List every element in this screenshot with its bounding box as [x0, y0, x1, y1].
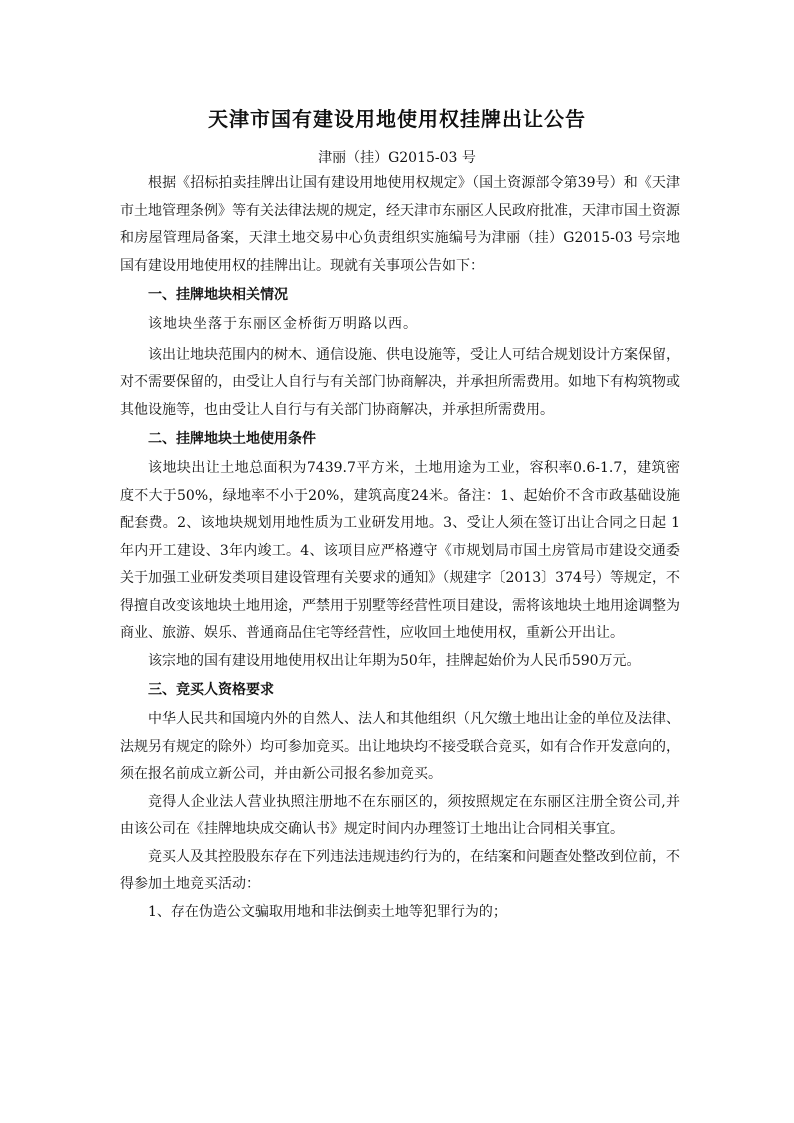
document-body [120, 170, 680, 926]
section-2-paragraph-1: 该地块出让土地总面积为7439.7平方米，土地用途为工业，容积率0.6-1.7，建筑密度不大于50%，绿地率不小于20%，建筑高度24米。备注：1、起始价不含市政基础设施配套费。2、该地块规划用地性质为工业研发用地。3、受让人须在签订出让合同之日起 1 年内开工建设、3年内竣工。4、该项目应严格遵守《市规划局市国土房管局市建设交通委关于加强工业研发类项目建设管理有关要求的通知》（规建字〔2013〕374号）等规定，不得擅自改变该地块土地用途，严禁用于别墅等经营性项目建设，需将该地块土地用途调整为商业、旅游、娱乐、普通商品住宅等经营性，应收回土地使用权，重新公开出让。 [120, 460, 680, 641]
section-3-paragraph-2: 竞得人企业法人营业执照注册地不在东丽区的，须按照规定在东丽区注册全资公司,并由该公司在《挂牌地块成交确认书》规定时间内办理签订土地出让合同相关事宜。 [120, 793, 680, 837]
document-title: 天津市国有建设用地使用权挂牌出让公告 [208, 107, 586, 131]
section-1-paragraph-2: 该出让地块范围内的树木、通信设施、供电设施等，受让人可结合规划设计方案保留，对不需要保留的，由受让人自行与有关部门协商解决，并承担所需费用。如地下有构筑物或其他设施等，也由受让人自行与有关部门协商解决，并承担所需费用。 [120, 346, 680, 418]
section-3-paragraph-4: 1、存在伪造公文骗取用地和非法倒卖土地等犯罪行为的； [148, 903, 507, 920]
section-2-paragraph-2: 该宗地的国有建设用地使用权出让年期为50年，挂牌起始价为人民币590万元。 [148, 652, 641, 669]
section-heading-1: 一、挂牌地块相关情况 [148, 287, 288, 303]
section-3-paragraph-3: 竞买人及其控股股东存在下列违法违规违约行为的，在结案和问题查处整改到位前，不得参加土地竞买活动： [120, 848, 680, 892]
intro-paragraph: 根据《招标拍卖挂牌出让国有建设用地使用权规定》（国土资源部令第39号）和《天津市土地管理条例》等有关法律法规的规定，经天津市东丽区人民政府批准，天津市国土资源和房屋管理局备案，天津土地交易中心负责组织实施编号为津丽（挂）G2015-03 号宗地国有建设用地使用权的挂牌出让。现就有关事项公告如下： [120, 175, 680, 274]
document-number: 津丽（挂）G2015-03 号 [318, 150, 476, 166]
section-heading-2: 二、挂牌地块土地使用条件 [148, 431, 316, 447]
section-1-paragraph-1: 该地块坐落于东丽区金桥街万明路以西。 [148, 316, 418, 332]
section-3-paragraph-1: 中华人民共和国境内外的自然人、法人和其他组织（凡欠缴土地出让金的单位及法律、法规另有规定的除外）均可参加竞买。出让地块均不接受联合竞买，如有合作开发意向的，须在报名前成立新公司，并由新公司报名参加竞买。 [120, 711, 680, 782]
section-heading-3: 三、竞买人资格要求 [148, 682, 274, 698]
